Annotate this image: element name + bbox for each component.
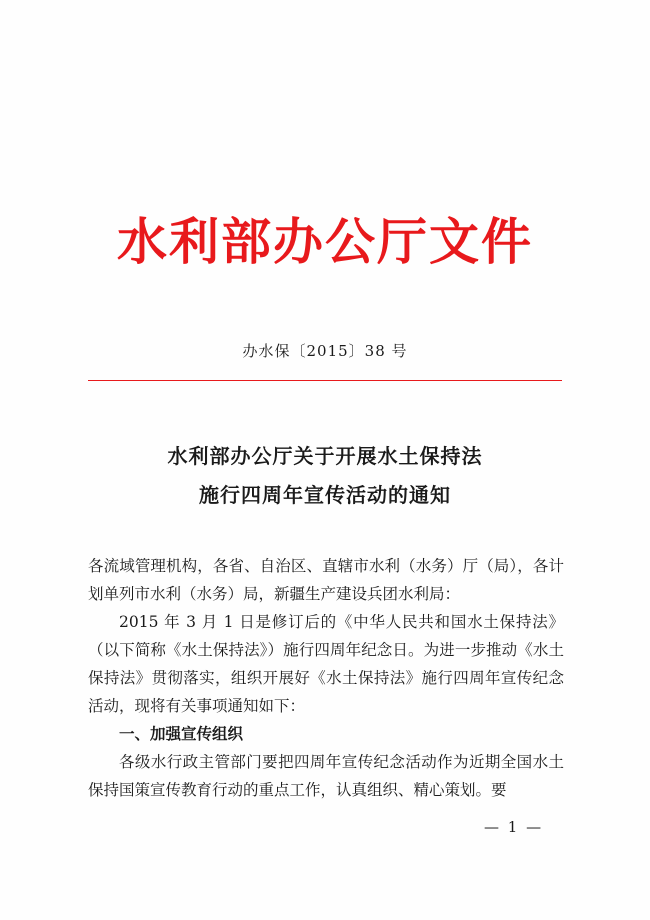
subject-title-line-1: 水利部办公厅关于开展水土保持法 <box>167 444 483 468</box>
red-separator-line <box>88 380 562 381</box>
document-number: 办水保〔2015〕38 号 <box>242 342 408 360</box>
section-heading-1: 一、加强宣传组织 <box>119 725 244 743</box>
addressees-paragraph: 各流域管理机构，各省、自治区、直辖市水利（水务）厅（局），各计划单列市水利（水务）局，新疆生产建设兵团水利局： <box>88 557 564 603</box>
subject-title-line-2: 施行四周年宣传活动的通知 <box>199 483 451 507</box>
intro-paragraph: 2015 年 3 月 1 日是修订后的《中华人民共和国水土保持法》（以下简称《水土保持法》）施行四周年纪念日。为进一步推动《水土保持法》贯彻落实，组织开展好《水土保持法》施行四周年宣传纪念活动，现将有关事项通知如下： <box>88 613 564 715</box>
red-header-title: 水利部办公厅文件 <box>117 213 533 271</box>
document-body <box>88 552 564 804</box>
page-number: — 1 — <box>484 818 544 836</box>
section-1-paragraph: 各级水行政主管部门要把四周年宣传纪念活动作为近期全国水土保持国策宣传教育行动的重点工作，认真组织、精心策划。要 <box>88 753 564 799</box>
